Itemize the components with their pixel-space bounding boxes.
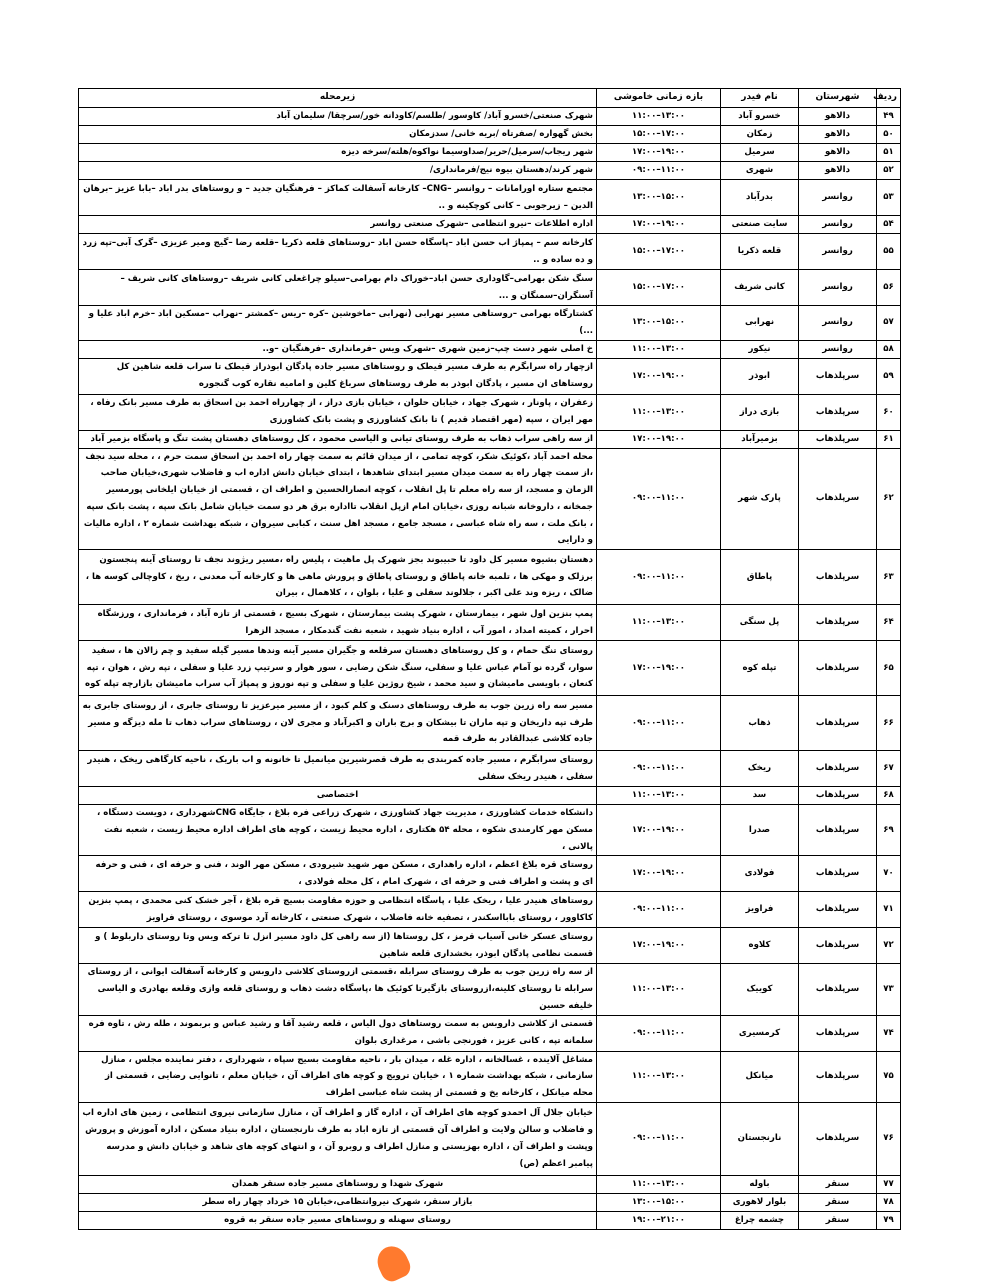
feeder-cell: نیکور <box>721 340 799 358</box>
outage-time-cell: ۱۱:۰۰–۱۳:۰۰ <box>597 340 721 358</box>
table-row <box>79 270 901 306</box>
row-number-cell: ۶۹ <box>877 805 901 856</box>
neighborhood-cell: زعفران ، پاونار ، شهرک جهاد ، خیابان حلوان ، خیابان بازی دراز ، از چهارراه احمد بن اسحاق به طرف مسیر بانک رفاه ، مهر ایران ، سپه (مهر اقتصاد قدیم ) تا بانک کشاورزی و پشت بانک کشاورزی <box>79 394 597 430</box>
outage-time-cell: ۰۹:۰۰–۱۱:۰۰ <box>597 1015 721 1051</box>
feeder-cell: پل سنگی <box>721 605 799 641</box>
county-cell: سرپلذهاب <box>799 928 877 964</box>
header-row-number: ردیف <box>877 89 901 108</box>
row-number-cell: ۷۰ <box>877 856 901 892</box>
outage-time-cell: ۱۵:۰۰–۱۷:۰۰ <box>597 126 721 144</box>
neighborhood-cell: خ اصلی شهر دست چپ–زمین شهری –شهرک ویس –فرمانداری –فرهنگیان –و.. <box>79 340 597 358</box>
county-cell: سرپلذهاب <box>799 394 877 430</box>
neighborhood-cell: سنگ شکن بهرامی–گاوداری حسن اباد–خوراک دام بهرامی–سیلو چراغعلی کانی شریف –روستاهای کانی شریف –آسنگران–سمنگان و ... <box>79 270 597 306</box>
row-number-cell: ۵۰ <box>877 126 901 144</box>
neighborhood-cell: دانشکاه خدمات کشاورزی ، مدیریت جهاد کشاورزی ، شهرک زراعی فره بلاغ ، جایگاه CNGشهرداری ، دویست دستگاه ، مسکن مهر کارمندی شکوه ، محله ۵۴ هکتاری ، اداره محیط زیست ، کوچه های اطراف اداره محیط زیست ، شعبه نفت پالانی ، <box>79 805 597 856</box>
neighborhood-cell: از سه راه زرین جوب به طرف روستای سرابله ،قسمتی ازروستای کلاشی داروبس و کارخانه آسفالت ایوانی ، از روستای سرابله تا روستای کلینه،ازروستای بازگیرتا کوئیک ها ،پاسگاه دشت ذهاب و روستای قلعه وازی وقلعه بهادری و الیاسی خلیفه حسین <box>79 964 597 1015</box>
feeder-cell: کانی شریف <box>721 270 799 306</box>
county-cell: سرپلذهاب <box>799 550 877 605</box>
county-cell: دالاهو <box>799 126 877 144</box>
table-row <box>79 162 901 180</box>
outage-time-cell: ۱۱:۰۰–۱۳:۰۰ <box>597 787 721 805</box>
feeder-cell: بدرآباد <box>721 180 799 216</box>
outage-time-cell: ۰۹:۰۰–۱۱:۰۰ <box>597 892 721 928</box>
feeder-cell: فولادی <box>721 856 799 892</box>
feeder-cell: میانکل <box>721 1051 799 1102</box>
county-cell: دالاهو <box>799 144 877 162</box>
county-cell: روانسر <box>799 270 877 306</box>
row-number-cell: ۵۳ <box>877 180 901 216</box>
feeder-cell: کوییک <box>721 964 799 1015</box>
row-number-cell: ۵۵ <box>877 234 901 270</box>
row-number-cell: ۶۶ <box>877 696 901 751</box>
neighborhood-cell: کارخانه سم – پمپاژ اب حسن اباد –پاسگاه حسن اباد –روستاهای قلعه ذکریا –قلعه رضا –گیج ومیر عزیزی –گرک آبی–تپه زرد و ده ساده و .. <box>79 234 597 270</box>
header-neighborhood: زیرمحله <box>79 89 597 108</box>
outage-time-cell: ۱۳:۰۰–۱۵:۰۰ <box>597 180 721 216</box>
outage-time-cell: ۱۷:۰۰–۱۹:۰۰ <box>597 358 721 394</box>
row-number-cell: ۵۱ <box>877 144 901 162</box>
table-row <box>79 805 901 856</box>
feeder-cell: کلاوه <box>721 928 799 964</box>
row-number-cell: ۶۰ <box>877 394 901 430</box>
feeder-cell: پارک شهر <box>721 448 799 550</box>
row-number-cell: ۷۱ <box>877 892 901 928</box>
feeder-cell: فراویز <box>721 892 799 928</box>
table-row <box>79 108 901 126</box>
neighborhood-cell: روستای عسکر خانی آسیاب قرمز ، کل روستاها (از سه راهی کل داود مسیر انزل تا ترکه ویس وتا روستای داربلوط ) و قسمت نظامی پادگان ابوذر، بخشداری قلعه شاهین <box>79 928 597 964</box>
neighborhood-cell: اداره اطلاعات –نیرو انتظامی –شهرک صنعتی روانسر <box>79 216 597 234</box>
table-body <box>79 108 901 1230</box>
neighborhood-cell: اختصاصی <box>79 787 597 805</box>
neighborhood-cell: شهر ریجاب/سرمیل/حریر/صداوسیما نواکوه/هلته/سرخه دیزه <box>79 144 597 162</box>
outage-time-cell: ۰۹:۰۰–۱۱:۰۰ <box>597 696 721 751</box>
table-row <box>79 144 901 162</box>
county-cell: روانسر <box>799 180 877 216</box>
header-feeder-name: نام فیدر <box>721 89 799 108</box>
table-row <box>79 856 901 892</box>
county-cell: سرپلذهاب <box>799 696 877 751</box>
neighborhood-cell: قسمتی از کلاشی داروبس به سمت روستاهای دول الیاس ، قلعه رشید آقا و رشید عباس و بربموند ، طله رش ، تاوه فره سلمانه تپه ، کانی عزیز ، فورنجی باشی ، مرغداری بلوان <box>79 1015 597 1051</box>
neighborhood-cell: روستای سرابگرم ، مسیر جاده کمربندی به طرف قصرشیرین میانمیل تا خانونه و اب باریک ، ناحیه کارگاهی ریخک ، هنیدر سفلی ، هنیدر ریخک سفلی <box>79 751 597 787</box>
outage-time-cell: ۱۷:۰۰–۱۹:۰۰ <box>597 928 721 964</box>
table-row <box>79 430 901 448</box>
county-cell: سرپلذهاب <box>799 751 877 787</box>
feeder-cell: نهرابی <box>721 306 799 341</box>
outage-time-cell: ۰۹:۰۰–۱۱:۰۰ <box>597 550 721 605</box>
neighborhood-cell: خیابان جلال آل احمدو کوچه های اطراف آن ، اداره گاز و اطراف آن ، منازل سازمانی نیروی انتظامی ، زمین های اداره اب و فاضلاب و سالن ولایت و اطراف آن قسمتی از تازه اباد به طرف نارنجستان ، اداره بنیاد مسکن ، اداره آموزش و پرورش وپشت و اطراف آن ، اداره بهزیستی و منازل اطراف و روبرو آن ، و انتهای کوچه های شاهد و خیابان دانش و مدرسه پیامبر اعظم (ص) <box>79 1102 597 1175</box>
table-row <box>79 964 901 1015</box>
feeder-cell: بازی دراز <box>721 394 799 430</box>
row-number-cell: ۷۹ <box>877 1211 901 1229</box>
row-number-cell: ۶۴ <box>877 605 901 641</box>
neighborhood-cell: شهر کرند/دهستان بیوه نیج/فرمانداری/ <box>79 162 597 180</box>
county-cell: سنقر <box>799 1211 877 1229</box>
county-cell: سرپلذهاب <box>799 641 877 696</box>
outage-time-cell: ۱۷:۰۰–۱۹:۰۰ <box>597 856 721 892</box>
county-cell: سرپلذهاب <box>799 1051 877 1102</box>
outage-time-cell: ۱۹:۰۰–۲۱:۰۰ <box>597 1211 721 1229</box>
feeder-cell: پاطاق <box>721 550 799 605</box>
table-row <box>79 550 901 605</box>
row-number-cell: ۷۵ <box>877 1051 901 1102</box>
feeder-cell: صدرا <box>721 805 799 856</box>
table-row <box>79 641 901 696</box>
header-county: شهرستان <box>799 89 877 108</box>
county-cell: سنقر <box>799 1175 877 1193</box>
county-cell: دالاهو <box>799 162 877 180</box>
neighborhood-cell: بازار سنقر، شهرک نیروانتظامی،خیابان ۱۵ خرداد چهار راه سطر <box>79 1193 597 1211</box>
table-row <box>79 1015 901 1051</box>
county-cell: دالاهو <box>799 108 877 126</box>
row-number-cell: ۵۷ <box>877 306 901 341</box>
neighborhood-cell: از سه راهی سراب ذهاب به طرف روستای تیانی و الیاسی محمود ، کل روستاهای دهستان پشت تنگ و پاسگاه بزمیر آباد <box>79 430 597 448</box>
table-row <box>79 892 901 928</box>
row-number-cell: ۷۷ <box>877 1175 901 1193</box>
county-cell: روانسر <box>799 340 877 358</box>
outage-time-cell: ۱۱:۰۰–۱۳:۰۰ <box>597 108 721 126</box>
outage-schedule-table <box>78 88 901 1230</box>
feeder-cell: ذهاب <box>721 696 799 751</box>
neighborhood-cell: شهرک صنعتی/خسرو آباد/ کاوسور /طلسم/کاودانه خور/سرچقا/ سلیمان آباد <box>79 108 597 126</box>
county-cell: روانسر <box>799 234 877 270</box>
row-number-cell: ۴۹ <box>877 108 901 126</box>
neighborhood-cell: روستاهای هنیدر علیا ، ریخک علیا ، پاسگاه انتظامی و حوزه مقاومت بسیج قره بلاغ ، آجر خشک کنی محمدی ، پمپ بنزین کاکاوور ، روستای بابااسکندر ، تصفیه خانه فاضلاب ، شهرک صنعتی ، کارخانه آرد موسوی ، روستای فراویز <box>79 892 597 928</box>
neighborhood-cell: روستای تنگ حمام ، و کل روستاهای دهستان سرقلعه و جگیران مسیر آینه وندها مسیر گیله سفید و چم زالان ها ، سفید سوار، گرده نو آمام عباس علیا و سفلی، سنگ شکن رضایی ، سور هوار و سرتیپ زرد علیا و سفلی ، تپه رش ، هوان ، تپه کنعان ، باویسی ماميشان و سید محمد ، شیخ روژین علیا و سفلی و تپه نوروز و پمپاژ آب سراب ماميشان بازارچه تپله کوه <box>79 641 597 696</box>
county-cell: سرپلذهاب <box>799 1015 877 1051</box>
outage-time-cell: ۱۷:۰۰–۱۹:۰۰ <box>597 216 721 234</box>
county-cell: سرپلذهاب <box>799 358 877 394</box>
neighborhood-cell: مسیر سه راه زرین جوب به طرف روستاهای دسنک و کلم کبود ، از مسیر میرعزیز تا روستای جابری ، از روستای جابری به طرف تپه داریخان و تپه ماران تا بیشکان و برج باران و اکبرآباد و مجری لان ، روستاهای سراب ذهاب تا مله دیزگه و مسیر جاده کلاشی عبدالقادر به طرف قمه <box>79 696 597 751</box>
outage-time-cell: ۱۱:۰۰–۱۳:۰۰ <box>597 1175 721 1193</box>
neighborhood-cell: مشاغل آلاینده ، غسالخانه ، اداره غله ، میدان بار ، ناحیه مقاومت بسیج سپاه ، شهرداری ، دفتر نماینده مجلس ، منازل سازمانی ، شبکه بهداشت شماره ۱ ، خیابان ترویج و کوچه های اطراف آن ، خیابان معلم ، تانوایی رضایی ، قسمتی از محله میانکل ، کارخانه یخ و قسمتی از پشت شاه عباسی اطراف <box>79 1051 597 1102</box>
table-row <box>79 696 901 751</box>
outage-time-cell: ۱۱:۰۰–۱۳:۰۰ <box>597 1051 721 1102</box>
county-cell: سرپلذهاب <box>799 805 877 856</box>
neighborhood-cell: ازچهار راه سرابگرم به طرف مسیر قیطک و روستاهای مسیر جاده پادگان ابوذراز قیطک تا سراب قلعه شاهین کل روستاهای ان مسیر ، پادگان ابوذر به طرف روستاهای سرباغ کلین و امامیه نقاره کوب گنجوره <box>79 358 597 394</box>
county-cell: سرپلذهاب <box>799 1102 877 1175</box>
row-number-cell: ۵۸ <box>877 340 901 358</box>
county-cell: روانسر <box>799 216 877 234</box>
neighborhood-cell: روستای قره بلاغ اعظم ، اداره راهداری ، مسکن مهر شهید شیرودی ، مسکن مهر الوند ، فنی و حرفه ای ، فنی و حرفه ای و پشت و اطراف فنی و حرفه ای ، شهرک امام ، کل محله فولادی ، <box>79 856 597 892</box>
outage-time-cell: ۱۷:۰۰–۱۹:۰۰ <box>597 805 721 856</box>
table-row <box>79 358 901 394</box>
table-row <box>79 1175 901 1193</box>
county-cell: سرپلذهاب <box>799 856 877 892</box>
outage-time-cell: ۱۱:۰۰–۱۳:۰۰ <box>597 605 721 641</box>
table-row <box>79 751 901 787</box>
neighborhood-cell: محله احمد آباد ،کوئیک شکر، کوچه تمامی ، از میدان قائم به سمت چهار راه احمد بن اسحاق سمت حرم ، ، محله سید نجف ،از سمت چهار راه به سمت میدان مسیر ابتدای شاهدها ، ابتدای خیابان دانش اداره اب و فاضلاب شهری،خیابان صاحب الزمان و مسجد، از سه راه معلم تا پل انقلاب ، کوچه انصارالحسین و اطراف ان ، قسمتی از خیابان ایلخانی پورمسیر جمخانه ، داروخانه شبانه روزی ،خیابان امام ازپل انقلاب تااداره برق هر دو سمت خیابان شامل بانک سپه ، پشت بانک سپه ، بانک ملت ، سه راه شاه عباسی ، مسجد جامع ، مسجد اهل سنت ، کبابی سیروان ، شبکه بهداشت شماره ۲ ، اداره مالیات و دارایی <box>79 448 597 550</box>
row-number-cell: ۷۲ <box>877 928 901 964</box>
outage-time-cell: ۱۷:۰۰–۱۹:۰۰ <box>597 430 721 448</box>
row-number-cell: ۶۱ <box>877 430 901 448</box>
table-row <box>79 448 901 550</box>
outage-time-cell: ۰۹:۰۰–۱۱:۰۰ <box>597 751 721 787</box>
row-number-cell: ۷۶ <box>877 1102 901 1175</box>
table-row <box>79 394 901 430</box>
feeder-cell: نارنجستان <box>721 1102 799 1175</box>
feeder-cell: خسرو آباد <box>721 108 799 126</box>
outage-time-cell: ۱۳:۰۰–۱۵:۰۰ <box>597 306 721 341</box>
row-number-cell: ۷۸ <box>877 1193 901 1211</box>
table-row <box>79 1193 901 1211</box>
feeder-cell: ابوذر <box>721 358 799 394</box>
outage-time-cell: ۱۷:۰۰–۱۹:۰۰ <box>597 144 721 162</box>
feeder-cell: قلعه ذکریا <box>721 234 799 270</box>
header-outage-time: بازه زمانی خاموشی <box>597 89 721 108</box>
table-row <box>79 928 901 964</box>
outage-time-cell: ۰۹:۰۰–۱۱:۰۰ <box>597 1102 721 1175</box>
table-row <box>79 1211 901 1229</box>
feeder-cell: بلوار لاهوری <box>721 1193 799 1211</box>
county-cell: سرپلذهاب <box>799 605 877 641</box>
table-row <box>79 1051 901 1102</box>
county-cell: سرپلذهاب <box>799 448 877 550</box>
row-number-cell: ۵۲ <box>877 162 901 180</box>
county-cell: سرپلذهاب <box>799 892 877 928</box>
neighborhood-cell: دهستان بشیوه مسیر کل داود تا حبیبوند بجز شهرک پل ماهیت ، پلیس راه ،مسیر ریژوند نجف تا روستای آینه پنجستون برزلک و مهکی ها ، تلمبه خانه پاطاق و روستای پاطاق و پرورش ماهی ها و کارخانه آب معدنی ، ریخ ، کاوچالی کوسه ها ، ضالک ، ریزه وند علی اکبر ، جلالوند سفلی و علیا ، بلوان ، ، کلاهمال ، بیران <box>79 550 597 605</box>
table-row <box>79 787 901 805</box>
table-row <box>79 126 901 144</box>
feeder-cell: ریخک <box>721 751 799 787</box>
feeder-cell: کرمسیری <box>721 1015 799 1051</box>
neighborhood-cell: شهرک شهدا و روستاهای مسیر جاده سنقر همدان <box>79 1175 597 1193</box>
table-row <box>79 340 901 358</box>
feeder-cell: شهری <box>721 162 799 180</box>
feeder-cell: سایت صنعتی <box>721 216 799 234</box>
feeder-cell: تپله کوه <box>721 641 799 696</box>
feeder-cell: بزمیرآباد <box>721 430 799 448</box>
row-number-cell: ۵۹ <box>877 358 901 394</box>
row-number-cell: ۷۳ <box>877 964 901 1015</box>
outage-time-cell: ۱۵:۰۰–۱۷:۰۰ <box>597 234 721 270</box>
outage-time-cell: ۰۹:۰۰–۱۱:۰۰ <box>597 162 721 180</box>
neighborhood-cell: پمپ بنزین اول شهر ، بیمارستان ، شهرک پشت بیمارستان ، شهرک بسیج ، قسمتی از تازه آباد ، فرمانداری ، ورزشگاه احرار ، کمیته امداد ، امور آب ، اداره بنیاد شهید ، شعبه نفت گندمکار ، مسجد الزهرا <box>79 605 597 641</box>
row-number-cell: ۶۳ <box>877 550 901 605</box>
row-number-cell: ۵۶ <box>877 270 901 306</box>
outage-time-cell: ۱۷:۰۰–۱۹:۰۰ <box>597 641 721 696</box>
outage-time-cell: ۰۹:۰۰–۱۱:۰۰ <box>597 448 721 550</box>
neighborhood-cell: کشتارگاه بهرامی –روستاهی مسیر نهرابی (نهرابی –ماخوشین –کره –ریس –کمشتر –نهراب –مسکین اباد –خرم اباد علیا و ...) <box>79 306 597 341</box>
table-row <box>79 605 901 641</box>
feeder-cell: سرمیل <box>721 144 799 162</box>
table-row <box>79 306 901 341</box>
outage-time-cell: ۱۱:۰۰–۱۳:۰۰ <box>597 964 721 1015</box>
outage-time-cell: ۱۳:۰۰–۱۵:۰۰ <box>597 1193 721 1211</box>
feeder-cell: سد <box>721 787 799 805</box>
county-cell: روانسر <box>799 306 877 341</box>
row-number-cell: ۶۸ <box>877 787 901 805</box>
table-header-row <box>79 89 901 108</box>
table-row <box>79 180 901 216</box>
outage-time-cell: ۱۵:۰۰–۱۷:۰۰ <box>597 270 721 306</box>
neighborhood-cell: بخش گهواره /صفرتاه /بریه خانی/ سدزمکان <box>79 126 597 144</box>
row-number-cell: ۵۴ <box>877 216 901 234</box>
county-cell: سنقر <box>799 1193 877 1211</box>
county-cell: سرپلذهاب <box>799 964 877 1015</box>
feeder-cell: زمکان <box>721 126 799 144</box>
county-cell: سرپلذهاب <box>799 430 877 448</box>
feeder-cell: چشمه چراغ <box>721 1211 799 1229</box>
scroll-indicator-blob <box>372 1241 414 1284</box>
feeder-cell: باوله <box>721 1175 799 1193</box>
outage-time-cell: ۱۱:۰۰–۱۳:۰۰ <box>597 394 721 430</box>
row-number-cell: ۶۵ <box>877 641 901 696</box>
neighborhood-cell: روستای سهنله و روستاهای مسیر جاده سنقر به قروه <box>79 1211 597 1229</box>
table-row <box>79 216 901 234</box>
neighborhood-cell: مجتمع ستاره اورامانات – روانسر –CNG– کارخانه آسفالت کماکز – فرهنگیان جدید – و روستاهای بدر اباد –بابا عزیز –برهان الدین – زیرجوبی – کانی کوچکینه و .. <box>79 180 597 216</box>
row-number-cell: ۶۲ <box>877 448 901 550</box>
row-number-cell: ۷۴ <box>877 1015 901 1051</box>
row-number-cell: ۶۷ <box>877 751 901 787</box>
table-row <box>79 1102 901 1175</box>
outage-schedule-sheet <box>78 88 900 1230</box>
table-row <box>79 234 901 270</box>
county-cell: سرپلذهاب <box>799 787 877 805</box>
